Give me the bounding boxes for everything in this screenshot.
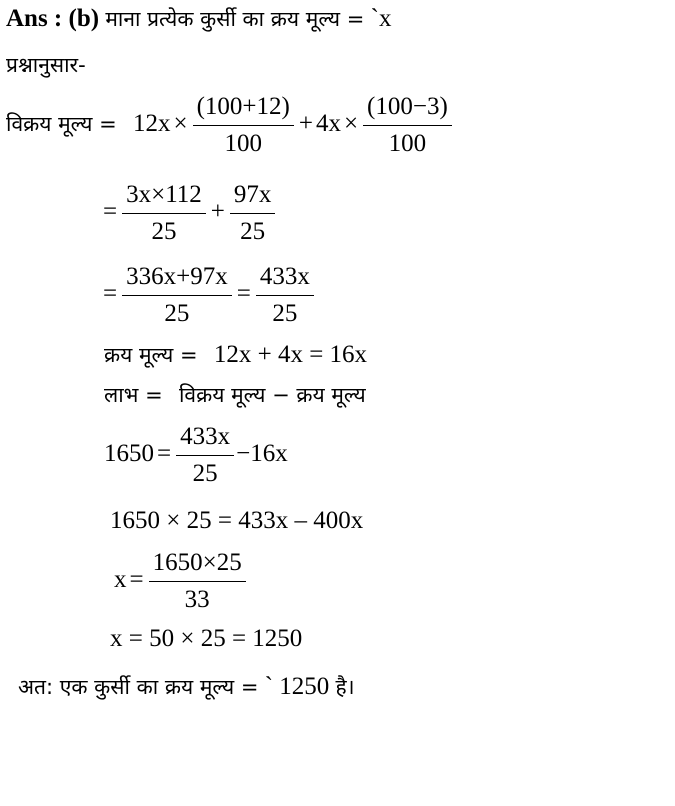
answer-line	[6, 4, 391, 34]
step3-denominator1: 25	[164, 300, 190, 327]
step3-line	[100, 262, 316, 329]
profit-label: लाभ =	[104, 383, 163, 407]
eq1-fraction	[176, 422, 234, 489]
times-sign: ×	[343, 110, 359, 138]
eq1-denominator: 25	[192, 460, 218, 487]
answer-prefix: Ans :	[6, 5, 63, 32]
times-sign: ×	[173, 110, 188, 138]
step3-fraction2	[256, 262, 314, 329]
eq1-line	[104, 422, 288, 489]
equals-sign: =	[103, 198, 118, 226]
term2-denominator: 100	[388, 130, 427, 157]
step2-fraction1	[122, 180, 206, 247]
term2-coef: 4x	[315, 110, 341, 138]
cost-price-label: क्रय मूल्य =	[104, 343, 198, 367]
answer-option: (b)	[68, 5, 100, 32]
conclusion-text: अत: एक कुर्सी का क्रय मूल्य =	[18, 675, 259, 699]
term1-numerator: (100+12)	[193, 92, 294, 126]
term1-fraction	[193, 92, 294, 159]
conclusion-value: ` 1250	[264, 673, 330, 700]
condition-label: प्रश्नानुसार-	[6, 53, 86, 77]
profit-expression: विक्रय मूल्य − क्रय मूल्य	[178, 383, 366, 407]
eq3-fraction	[149, 548, 246, 615]
selling-price-label: विक्रय मूल्य =	[6, 112, 117, 137]
step2-numerator2: 97x	[230, 180, 276, 214]
step3-denominator2: 25	[272, 300, 298, 327]
cost-price-line	[104, 340, 367, 370]
equals-sign: =	[103, 280, 118, 308]
conclusion-suffix: है।	[335, 675, 355, 699]
eq3-denominator: 33	[184, 586, 210, 613]
eq1-lhs: 1650	[104, 440, 154, 468]
eq2-line: 1650 × 25 = 433x – 400x	[110, 507, 364, 534]
eq3-line	[114, 548, 248, 615]
equals-sign: =	[236, 280, 251, 308]
step2-denominator1: 25	[151, 218, 177, 245]
step2-numerator1: 3x×112	[122, 180, 206, 214]
step3-numerator2: 433x	[256, 262, 314, 296]
step2-line	[100, 180, 277, 247]
selling-price-line	[6, 92, 454, 159]
equals-sign: =	[129, 566, 144, 594]
eq1-rhs-tail: −16x	[236, 440, 288, 468]
plus-sign: +	[298, 110, 313, 138]
step3-fraction1	[122, 262, 232, 329]
profit-line	[104, 380, 366, 410]
term1-denominator: 100	[224, 130, 262, 157]
assume-text: माना प्रत्येक कुर्सी का क्रय मूल्य =	[105, 7, 365, 31]
eq3-lhs: x	[114, 566, 127, 594]
term1-coef: 12x	[132, 110, 171, 138]
term2-numerator: (100−3)	[363, 92, 452, 126]
step2-fraction2	[230, 180, 276, 247]
assume-value: `x	[370, 5, 392, 32]
eq3-numerator: 1650×25	[149, 548, 246, 582]
term2-fraction	[363, 92, 452, 159]
eq4-line: x = 50 × 25 = 1250	[110, 625, 303, 652]
eq1-numerator: 433x	[176, 422, 234, 456]
conclusion-line	[18, 672, 355, 702]
equals-sign: =	[157, 440, 172, 468]
step3-numerator1: 336x+97x	[122, 262, 232, 296]
plus-sign: +	[210, 198, 225, 226]
step2-denominator2: 25	[240, 218, 266, 245]
cost-price-expression: 12x + 4x = 16x	[213, 341, 368, 368]
